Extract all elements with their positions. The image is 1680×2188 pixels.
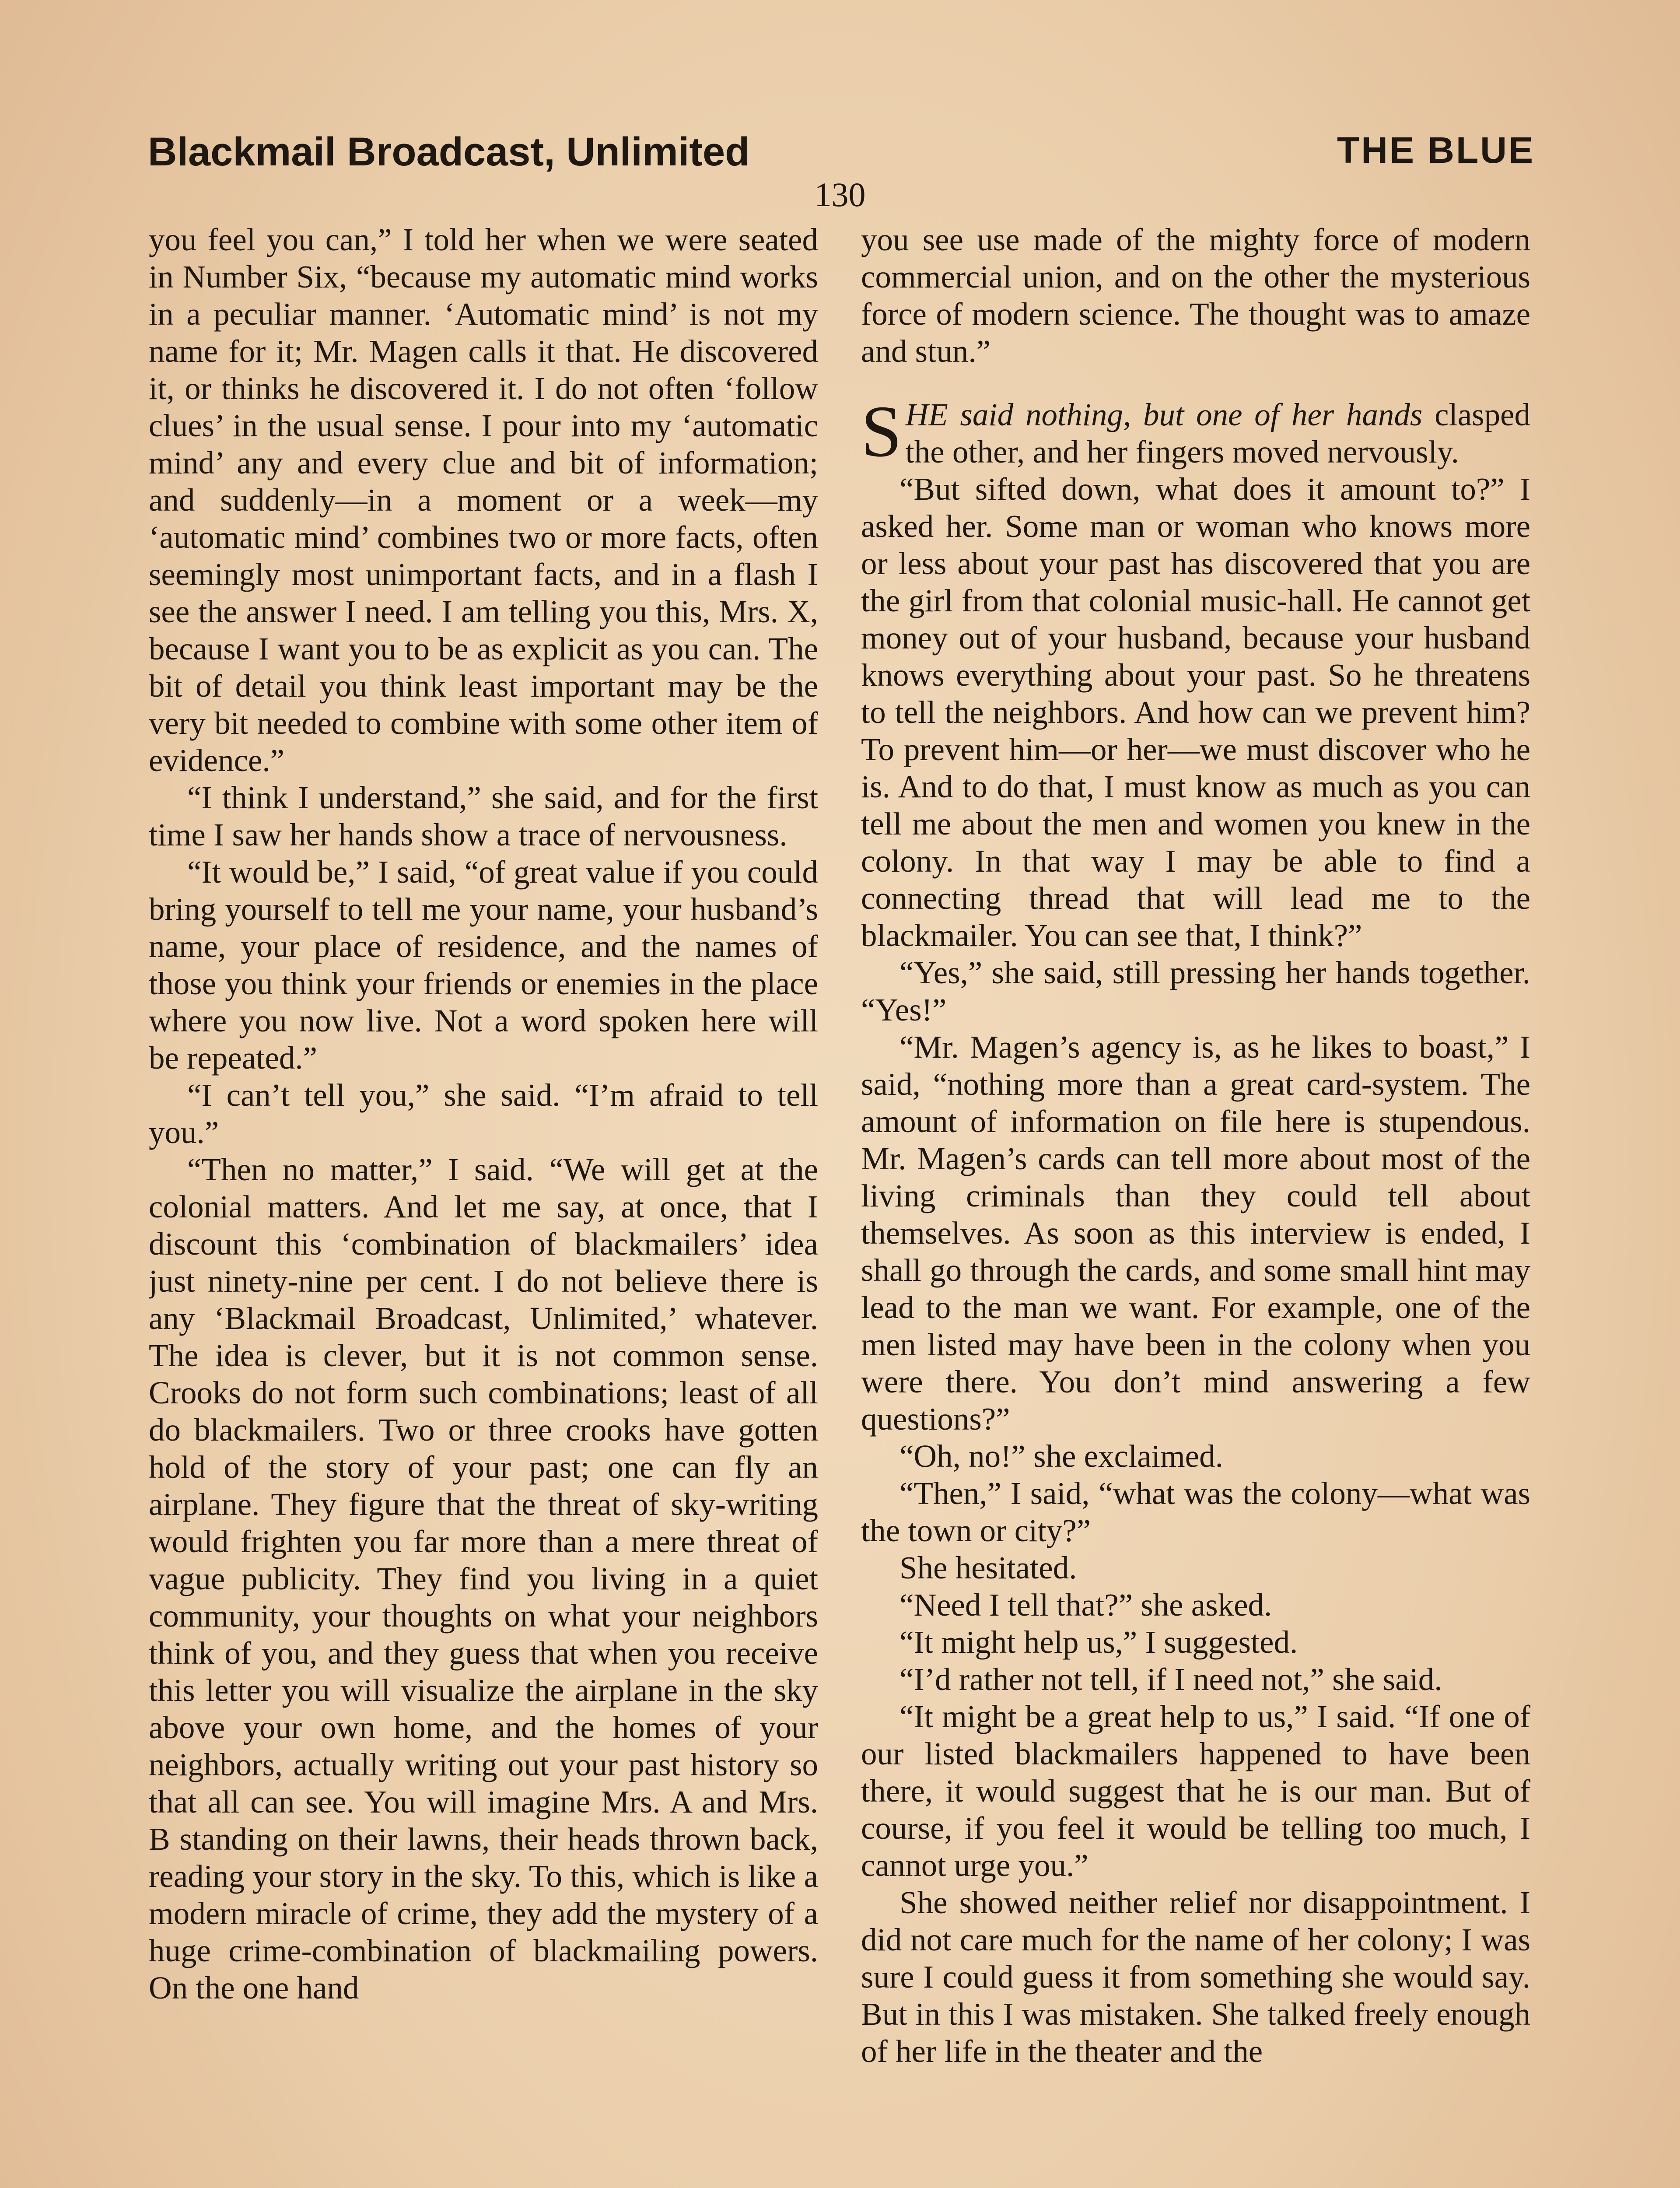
paragraph: “Then,” I said, “what was the colony—what was the town or city?” — [861, 1476, 1530, 1548]
left-column — [149, 221, 818, 2188]
paragraph: “Yes,” she said, still pressing her hands together. “Yes!” — [861, 955, 1530, 1027]
paragraph: you feel you can,” I told her when we were seated in Number Six, “because my automatic mind works in a peculiar manner. ‘Automatic mind’ is not my name for it; Mr. Magen calls it that. He discovered it, or thinks he discovered it. I do not often ‘follow clues’ in the usual sense. I pour into my ‘automatic mind’ any and every clue and bit of information; and suddenly—in a moment or a week—my ‘automatic mind’ combines two or more facts, often seemingly most unimportant facts, and in a flash I see the answer I need. I am telling you this, Mrs. X, because I want you to be as explicit as you can. The bit of detail you think least important may be the very bit needed to combine with some other item of evidence.” — [149, 222, 818, 778]
right-column — [861, 221, 1530, 2188]
paragraph: “It would be,” I said, “of great value if you could bring yourself to tell me your name, your husband’s name, your place of residence, and the names of those you think your friends or enemies in the place where you now live. Not a word spoken here will be repeated.” — [149, 854, 818, 1076]
paragraph: “Need I tell that?” she asked. — [900, 1587, 1272, 1623]
paragraph: “Mr. Magen’s agency is, as he likes to boast,” I said, “nothing more than a great card-system. The amount of information on file here is stupendous. Mr. Magen’s cards can tell more about most of the living criminals than they could tell about themselves. As soon as this interview is ended, I shall go through the cards, and some small hint may lead to the man we want. For example, one of the men listed may have been in the colony when you were there. You don’t mind answering a few questions?” — [861, 1029, 1530, 1437]
paragraph: “Oh, no!” she exclaimed. — [900, 1438, 1223, 1474]
paragraph: “I’d rather not tell, if I need not,” she said. — [900, 1662, 1442, 1697]
paragraph: “It might be a great help to us,” I said. “If one of our listed blackmailers happened to have been there, it would suggest that he is our man. But of course, if you feel it would be telling too much, I cannot urge you.” — [861, 1699, 1530, 1883]
story-title: Blackmail Broadcast, Unlimited — [148, 130, 750, 174]
paragraph: “But sifted down, what does it amount to?” I asked her. Some man or woman who knows more or less about your past has discovered that you are the girl from that colonial music-hall. He cannot get money out of your husband, because your husband knows everything about your past. So he threatens to tell the neighbors. And how can we prevent him? To prevent him—or her—we must discover who he is. And to do that, I must know as much as you can tell me about the men and women you knew in the colony. In that way I may be able to find a connecting thread that will lead me to the blackmailer. You can see that, I think?” — [861, 471, 1530, 953]
dropcap-lead-text: HE said nothing, but one of her hands — [905, 397, 1423, 432]
dropcap-rest-text: clasped the other, and her fingers moved nervously. — [905, 397, 1530, 470]
paragraph: “It might help us,” I suggested. — [900, 1624, 1298, 1660]
drop-cap-letter: S — [861, 391, 902, 472]
paragraph: “I think I understand,” she said, and for the first time I saw her hands show a trace of nervousness. — [149, 780, 818, 852]
page-number: 130 — [814, 175, 866, 214]
magazine-title: THE BLUE — [1337, 130, 1535, 171]
paragraph: She showed neither relief nor disappointment. I did not care much for the name of her colony; I was sure I could guess it from something she would say. But in this I was mistaken. She talked freely enough of her life in the theater and the — [861, 1885, 1530, 2069]
dropcap-paragraph — [861, 391, 1530, 472]
paragraph: “Then no matter,” I said. “We will get at the colonial matters. And let me say, at once, that I discount this ‘combination of blackmailers’ idea just ninety-nine per cent. I do not believe there is any ‘Blackmail Broadcast, Unlimited,’ whatever. The idea is clever, but it is not common sense. Crooks do not form such combinations; least of all do blackmailers. Two or three crooks have gotten hold of the story of your past; one can fly an airplane. They figure that the threat of sky-writing would frighten you far more than a mere threat of vague publicity. They find you living in a quiet community, your thoughts on what your neighbors think of you, and they guess that when you receive this letter you will visualize the airplane in the sky above your own home, and the homes of your neighbors, actually writing out your past history so that all can see. You will imagine Mrs. A and Mrs. B standing on their lawns, their heads thrown back, reading your story in the sky. To this, which is like a modern miracle of crime, they add the mystery of a huge crime-combination of blackmailing powers. On the one hand — [149, 1152, 818, 2006]
paragraph: “I can’t tell you,” she said. “I’m afraid to tell you.” — [149, 1077, 818, 1150]
paragraph: you see use made of the mighty force of modern commercial union, and on the other the mysterious force of modern science. The thought was to amaze and stun.” — [861, 222, 1530, 369]
paragraph: She hesitated. — [900, 1550, 1077, 1585]
